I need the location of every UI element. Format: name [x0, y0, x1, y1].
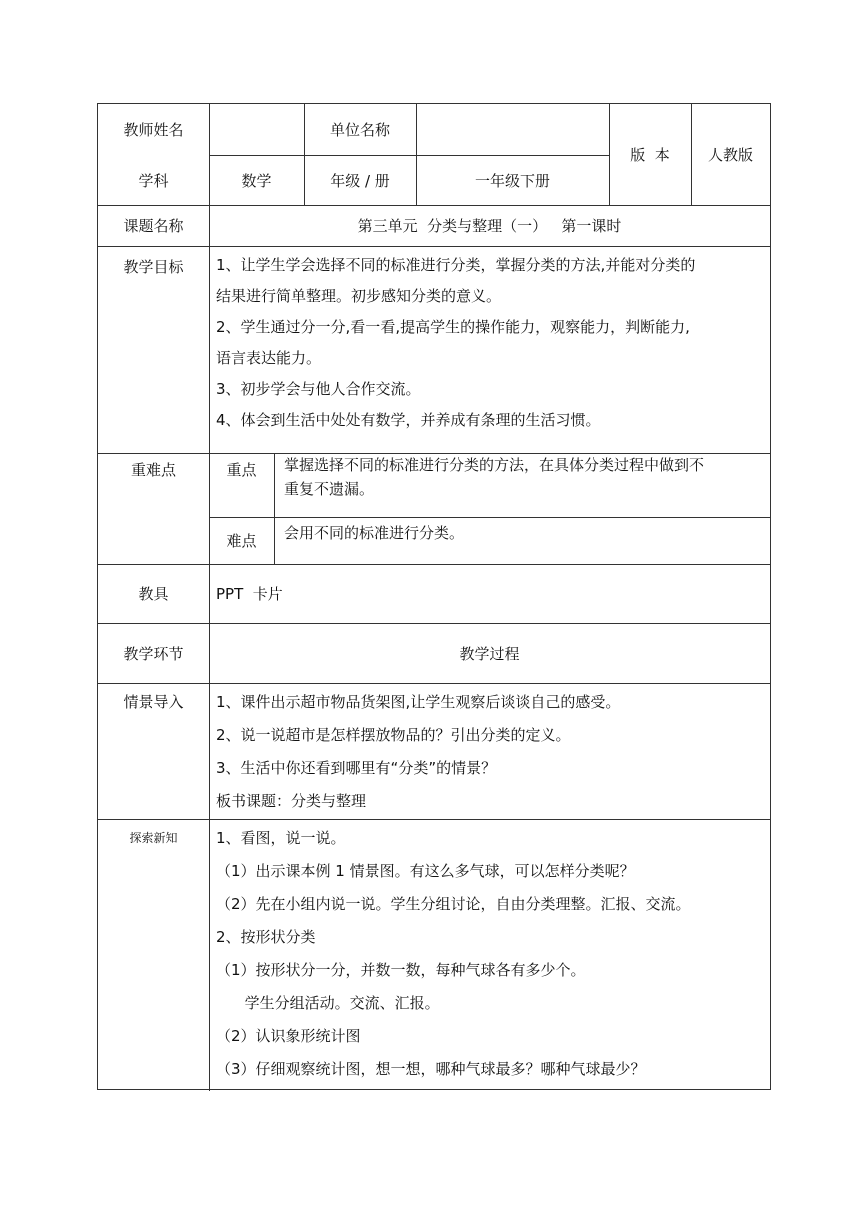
subject-label: 学科 [138, 171, 169, 190]
hard-point-content: 会用不同的标准进行分类。 [284, 524, 465, 542]
topic-label: 课题名称 [123, 217, 184, 235]
key-point-line: 掌握选择不同的标准进行分类的方法，在具体分类过程中做到不 [284, 456, 705, 474]
edition-label: 版 本 [630, 146, 670, 164]
objective-line: 4、体会到生活中处处有数学，并养成有条理的生活习惯。 [216, 411, 601, 429]
objective-line: 2、学生通过分一分,看一看,提高学生的操作能力，观察能力，判断能力, [216, 318, 690, 336]
tools-label: 教具 [138, 585, 169, 603]
tools-value: PPT 卡片 [216, 585, 283, 603]
explore-line: （2）认识象形统计图 [216, 1027, 361, 1045]
explore-line: 学生分组活动。交流、汇报。 [216, 994, 440, 1012]
objectives-label: 教学目标 [123, 257, 184, 276]
explore-line: （1）按形状分一分，并数一数，每种气球各有多少个。 [216, 961, 586, 979]
key-point-label: 重点 [226, 460, 257, 479]
explore-label: 探索新知 [129, 830, 178, 845]
topic-value: 第三单元 分类与整理（一） 第一课时 [357, 217, 622, 235]
intro-line: 2、说一说超市是怎样摆放物品的？引出分类的定义。 [216, 726, 571, 744]
intro-line: 3、生活中你还看到哪里有“分类”的情景？ [216, 759, 497, 777]
teacher-name-value [209, 104, 304, 155]
objective-line: 语言表达能力。 [216, 349, 322, 367]
unit-name-label: 单位名称 [329, 121, 390, 139]
lesson-plan-table [97, 103, 771, 1090]
objective-line: 3、初步学会与他人合作交流。 [216, 380, 421, 398]
intro-line: 板书课题：分类与整理 [216, 792, 367, 810]
grade-label: 年级 / 册 [330, 171, 390, 190]
edition-value: 人教版 [707, 146, 753, 164]
objectives-content [216, 250, 768, 436]
grade-value: 一年级下册 [474, 171, 550, 190]
explore-content [216, 822, 768, 1086]
objective-line: 结果进行简单整理。初步感知分类的意义。 [216, 287, 502, 305]
subject-value: 数学 [241, 171, 272, 190]
intro-label: 情景导入 [123, 692, 184, 711]
objective-line: 1、让学生学会选择不同的标准进行分类，掌握分类的方法,并能对分类的 [216, 256, 696, 274]
explore-line: （1）出示课本例 1 情景图。有这么多气球，可以怎样分类呢？ [216, 862, 635, 880]
intro-content [216, 686, 768, 818]
process-label: 教学过程 [459, 644, 520, 663]
explore-line: 2、按形状分类 [216, 928, 316, 946]
explore-line: （3）仔细观察统计图，想一想，哪种气球最多？哪种气球最少？ [216, 1060, 646, 1078]
key-point-content [284, 453, 768, 501]
difficulty-label: 重难点 [130, 460, 176, 479]
intro-line: 1、课件出示超市物品货架图,让学生观察后谈谈自己的感受。 [216, 693, 621, 711]
explore-line: 1、看图，说一说。 [216, 829, 346, 847]
unit-name-value [416, 104, 609, 155]
key-point-line: 重复不遗漏。 [284, 480, 375, 498]
teacher-name-label: 教师姓名 [123, 121, 184, 139]
stage-label: 教学环节 [123, 644, 184, 663]
explore-line: （2）先在小组内说一说。学生分组讨论，自由分类理整。汇报、交流。 [216, 895, 691, 913]
hard-point-label: 难点 [226, 532, 257, 550]
